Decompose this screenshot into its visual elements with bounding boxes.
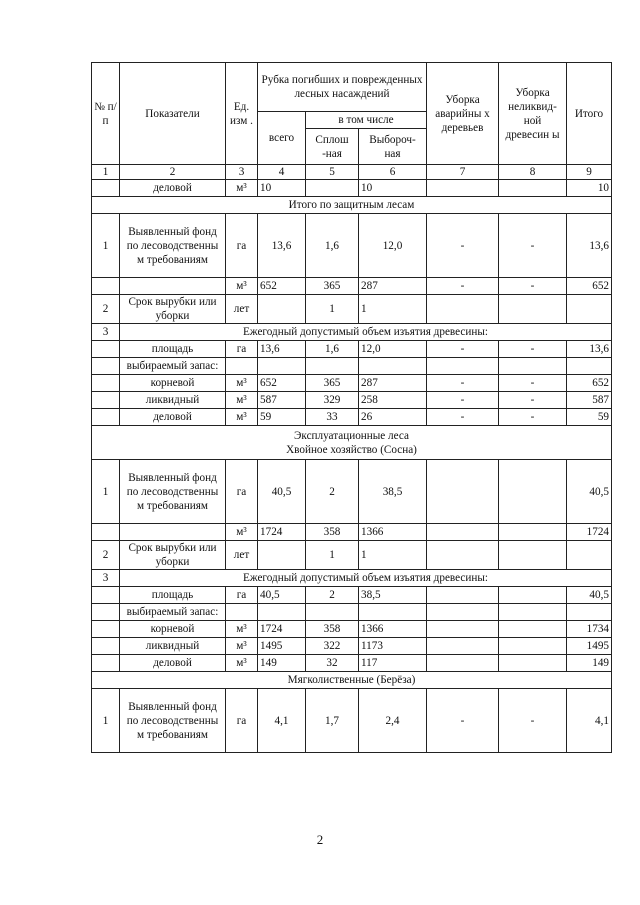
cell-col-7: - xyxy=(427,341,499,358)
row-number: 3 xyxy=(92,570,120,587)
cell-col-3: га xyxy=(226,587,258,604)
cell-col-9: 13,6 xyxy=(567,341,612,358)
cell-col-9: 652 xyxy=(567,278,612,295)
colnum: 7 xyxy=(427,165,499,180)
cell-col-4: 1495 xyxy=(258,638,306,655)
cell-col-3: лет xyxy=(226,295,258,324)
table-row xyxy=(92,409,612,426)
cell-col-7 xyxy=(427,295,499,324)
cell-col-9: 1734 xyxy=(567,621,612,638)
cell-col-7 xyxy=(427,358,499,375)
cell-col-3: м³ xyxy=(226,392,258,409)
table-row xyxy=(92,655,612,672)
cell-col-3: га xyxy=(226,214,258,278)
cell-col-4: 1724 xyxy=(258,621,306,638)
cell-col-7 xyxy=(427,460,499,524)
cell-col-2: корневой xyxy=(120,375,226,392)
table-row xyxy=(92,638,612,655)
cell-col-2: Срок вырубки или уборки xyxy=(120,541,226,570)
cell-col-8 xyxy=(499,655,567,672)
table-row xyxy=(92,358,612,375)
cell-col-1: 1 xyxy=(92,214,120,278)
cell-col-2: площадь xyxy=(120,341,226,358)
cell-col-5: 1,6 xyxy=(306,214,359,278)
cell-col-9: 59 xyxy=(567,409,612,426)
cell-col-4 xyxy=(258,604,306,621)
cell-col-1 xyxy=(92,180,120,197)
cell-col-8 xyxy=(499,604,567,621)
cell-col-4 xyxy=(258,295,306,324)
cell-col-1 xyxy=(92,392,120,409)
cell-col-3: м³ xyxy=(226,524,258,541)
header-indicators: Показатели xyxy=(120,63,226,165)
cell-col-2: деловой xyxy=(120,180,226,197)
cell-col-4: 652 xyxy=(258,375,306,392)
header-unit: Ед. изм . xyxy=(226,63,258,165)
cell-col-9: 40,5 xyxy=(567,587,612,604)
cell-col-5: 358 xyxy=(306,524,359,541)
subsection-heading: Ежегодный допустимый объем изъятия древесины: xyxy=(120,324,612,341)
cell-col-2: Выявленный фонд по лесоводственны м требованиям xyxy=(120,689,226,753)
cell-col-4: 4,1 xyxy=(258,689,306,753)
cell-col-8: - xyxy=(499,278,567,295)
cell-col-2 xyxy=(120,524,226,541)
cell-col-6: 26 xyxy=(359,409,427,426)
cell-col-1 xyxy=(92,621,120,638)
cell-col-5 xyxy=(306,180,359,197)
cell-col-2: Выявленный фонд по лесоводственны м требованиям xyxy=(120,460,226,524)
cell-col-4: 40,5 xyxy=(258,460,306,524)
cell-col-5: 33 xyxy=(306,409,359,426)
colnum: 4 xyxy=(258,165,306,180)
table-row xyxy=(92,541,612,570)
cell-col-1 xyxy=(92,358,120,375)
cell-col-9: 4,1 xyxy=(567,689,612,753)
header-total: Итого xyxy=(567,63,612,165)
colnum: 2 xyxy=(120,165,226,180)
header-illiquid: Уборка неликвид- ной древесин ы xyxy=(499,63,567,165)
cell-col-9 xyxy=(567,541,612,570)
cell-col-9: 149 xyxy=(567,655,612,672)
cell-col-8 xyxy=(499,524,567,541)
cell-col-6 xyxy=(359,604,427,621)
cell-col-8 xyxy=(499,587,567,604)
table-row xyxy=(92,689,612,753)
cell-col-5: 1 xyxy=(306,541,359,570)
cell-col-7 xyxy=(427,655,499,672)
cell-col-6: 2,4 xyxy=(359,689,427,753)
cell-col-5: 1 xyxy=(306,295,359,324)
cell-col-2: Выявленный фонд по лесоводственны м требованиям xyxy=(120,214,226,278)
cell-col-1 xyxy=(92,655,120,672)
cell-col-6: 117 xyxy=(359,655,427,672)
cell-col-9 xyxy=(567,358,612,375)
cell-col-6: 10 xyxy=(359,180,427,197)
cell-col-4: 652 xyxy=(258,278,306,295)
cell-col-8 xyxy=(499,358,567,375)
cell-col-2: деловой xyxy=(120,655,226,672)
cell-col-2: выбираемый запас: xyxy=(120,358,226,375)
table-row xyxy=(92,460,612,524)
table-row xyxy=(92,295,612,324)
cell-col-7 xyxy=(427,180,499,197)
cell-col-9: 587 xyxy=(567,392,612,409)
subsection-heading: Ежегодный допустимый объем изъятия древесины: xyxy=(120,570,612,587)
cell-col-6: 38,5 xyxy=(359,587,427,604)
cell-col-8: - xyxy=(499,341,567,358)
cell-col-1 xyxy=(92,409,120,426)
cell-col-3: м³ xyxy=(226,180,258,197)
table-row xyxy=(92,587,612,604)
cell-col-5 xyxy=(306,358,359,375)
cell-col-4: 13,6 xyxy=(258,341,306,358)
cell-col-9 xyxy=(567,295,612,324)
cell-col-9: 10 xyxy=(567,180,612,197)
cell-col-2: выбираемый запас: xyxy=(120,604,226,621)
cell-col-6 xyxy=(359,358,427,375)
cell-col-9: 1495 xyxy=(567,638,612,655)
section-heading-row xyxy=(92,672,612,689)
cell-col-5: 322 xyxy=(306,638,359,655)
cell-col-9: 1724 xyxy=(567,524,612,541)
header-selective: Выбороч- ная xyxy=(359,129,427,165)
cell-col-6: 38,5 xyxy=(359,460,427,524)
cell-col-7: - xyxy=(427,375,499,392)
cell-col-4: 587 xyxy=(258,392,306,409)
subsection-heading-row xyxy=(92,570,612,587)
cell-col-4 xyxy=(258,541,306,570)
colnum: 5 xyxy=(306,165,359,180)
cell-col-6: 287 xyxy=(359,278,427,295)
cell-col-2: площадь xyxy=(120,587,226,604)
section-heading: Мягколиственные (Берёза) xyxy=(92,672,612,689)
cell-col-7: - xyxy=(427,392,499,409)
cell-col-1 xyxy=(92,638,120,655)
cell-col-7: - xyxy=(427,689,499,753)
header-felling: Рубка погибших и поврежденных лесных насаждений xyxy=(258,63,427,112)
table-row xyxy=(92,524,612,541)
colnum: 3 xyxy=(226,165,258,180)
cell-col-5: 365 xyxy=(306,375,359,392)
cell-col-8 xyxy=(499,180,567,197)
cell-col-1 xyxy=(92,278,120,295)
cell-col-2: ликвидный xyxy=(120,638,226,655)
row-number: 3 xyxy=(92,324,120,341)
cell-col-7 xyxy=(427,621,499,638)
cell-col-6: 12,0 xyxy=(359,341,427,358)
cell-col-1: 2 xyxy=(92,295,120,324)
cell-col-1: 1 xyxy=(92,460,120,524)
table-row xyxy=(92,392,612,409)
cell-col-5: 1,7 xyxy=(306,689,359,753)
cell-col-5: 365 xyxy=(306,278,359,295)
header-row-1 xyxy=(92,63,612,112)
cell-col-8: - xyxy=(499,689,567,753)
colnum: 9 xyxy=(567,165,612,180)
cell-col-8: - xyxy=(499,375,567,392)
page-number: 2 xyxy=(316,832,324,847)
cell-col-6: 12,0 xyxy=(359,214,427,278)
cell-col-1: 1 xyxy=(92,689,120,753)
cell-col-9: 13,6 xyxy=(567,214,612,278)
cell-col-7 xyxy=(427,638,499,655)
cell-col-6: 287 xyxy=(359,375,427,392)
cell-col-7 xyxy=(427,587,499,604)
colnum: 1 xyxy=(92,165,120,180)
cell-col-4 xyxy=(258,358,306,375)
table-row xyxy=(92,278,612,295)
cell-col-5 xyxy=(306,604,359,621)
cell-col-7: - xyxy=(427,409,499,426)
cell-col-7: - xyxy=(427,214,499,278)
cell-col-7: - xyxy=(427,278,499,295)
cell-col-3: м³ xyxy=(226,638,258,655)
cell-col-3: м³ xyxy=(226,621,258,638)
cell-col-8 xyxy=(499,460,567,524)
cell-col-1 xyxy=(92,341,120,358)
header-emergency: Уборка аварийны х деревьев xyxy=(427,63,499,165)
cell-col-2 xyxy=(120,278,226,295)
cell-col-8 xyxy=(499,621,567,638)
section-heading-row xyxy=(92,197,612,214)
cell-col-1 xyxy=(92,604,120,621)
cell-col-1 xyxy=(92,587,120,604)
table-body xyxy=(92,63,612,753)
colnum: 6 xyxy=(359,165,427,180)
cell-col-3: м³ xyxy=(226,409,258,426)
cell-col-5: 358 xyxy=(306,621,359,638)
cell-col-7 xyxy=(427,524,499,541)
cell-col-5: 2 xyxy=(306,460,359,524)
column-numbers-row xyxy=(92,165,612,180)
cell-col-4: 13,6 xyxy=(258,214,306,278)
cell-col-3: лет xyxy=(226,541,258,570)
table-row xyxy=(92,621,612,638)
table-row xyxy=(92,214,612,278)
cell-col-5: 2 xyxy=(306,587,359,604)
cell-col-6: 258 xyxy=(359,392,427,409)
header-num: № п/ п xyxy=(92,63,120,165)
cell-col-7 xyxy=(427,541,499,570)
cell-col-8: - xyxy=(499,409,567,426)
cell-col-3: м³ xyxy=(226,375,258,392)
header-total-sub: всего xyxy=(258,112,306,165)
colnum: 8 xyxy=(499,165,567,180)
cell-col-4: 10 xyxy=(258,180,306,197)
cell-col-4: 149 xyxy=(258,655,306,672)
cell-col-3: м³ xyxy=(226,278,258,295)
cell-col-6: 1 xyxy=(359,295,427,324)
subsection-heading-row xyxy=(92,324,612,341)
section-heading-line-1: Эксплуатационные леса xyxy=(294,429,409,442)
cell-col-9: 40,5 xyxy=(567,460,612,524)
cell-col-4: 40,5 xyxy=(258,587,306,604)
forest-felling-table xyxy=(91,62,612,753)
cell-col-2: Срок вырубки или уборки xyxy=(120,295,226,324)
cell-col-2: ликвидный xyxy=(120,392,226,409)
cell-col-3: м³ xyxy=(226,655,258,672)
table-row xyxy=(92,604,612,621)
cell-col-4: 1724 xyxy=(258,524,306,541)
cell-col-2: корневой xyxy=(120,621,226,638)
header-including: в том числе xyxy=(306,112,427,129)
cell-col-3: га xyxy=(226,460,258,524)
cell-col-5: 329 xyxy=(306,392,359,409)
cell-col-7 xyxy=(427,604,499,621)
section-heading: Итого по защитным лесам xyxy=(92,197,612,214)
section-heading-row xyxy=(92,426,612,460)
cell-col-3 xyxy=(226,604,258,621)
cell-col-8: - xyxy=(499,392,567,409)
cell-col-8 xyxy=(499,295,567,324)
cell-col-5: 32 xyxy=(306,655,359,672)
cell-col-1 xyxy=(92,375,120,392)
header-clear: Сплош -ная xyxy=(306,129,359,165)
cell-col-3: га xyxy=(226,341,258,358)
cell-col-8 xyxy=(499,541,567,570)
table-row xyxy=(92,375,612,392)
cell-col-6: 1 xyxy=(359,541,427,570)
cell-col-4: 59 xyxy=(258,409,306,426)
cell-col-8 xyxy=(499,638,567,655)
section-heading-line-2: Хвойное хозяйство (Сосна) xyxy=(286,443,417,456)
cell-col-1: 2 xyxy=(92,541,120,570)
cell-col-6: 1173 xyxy=(359,638,427,655)
table-row xyxy=(92,180,612,197)
table-row xyxy=(92,341,612,358)
cell-col-9: 652 xyxy=(567,375,612,392)
cell-col-3: га xyxy=(226,689,258,753)
cell-col-6: 1366 xyxy=(359,621,427,638)
section-heading xyxy=(92,426,612,460)
cell-col-1 xyxy=(92,524,120,541)
cell-col-5: 1,6 xyxy=(306,341,359,358)
cell-col-9 xyxy=(567,604,612,621)
cell-col-6: 1366 xyxy=(359,524,427,541)
cell-col-3 xyxy=(226,358,258,375)
cell-col-2: деловой xyxy=(120,409,226,426)
cell-col-8: - xyxy=(499,214,567,278)
